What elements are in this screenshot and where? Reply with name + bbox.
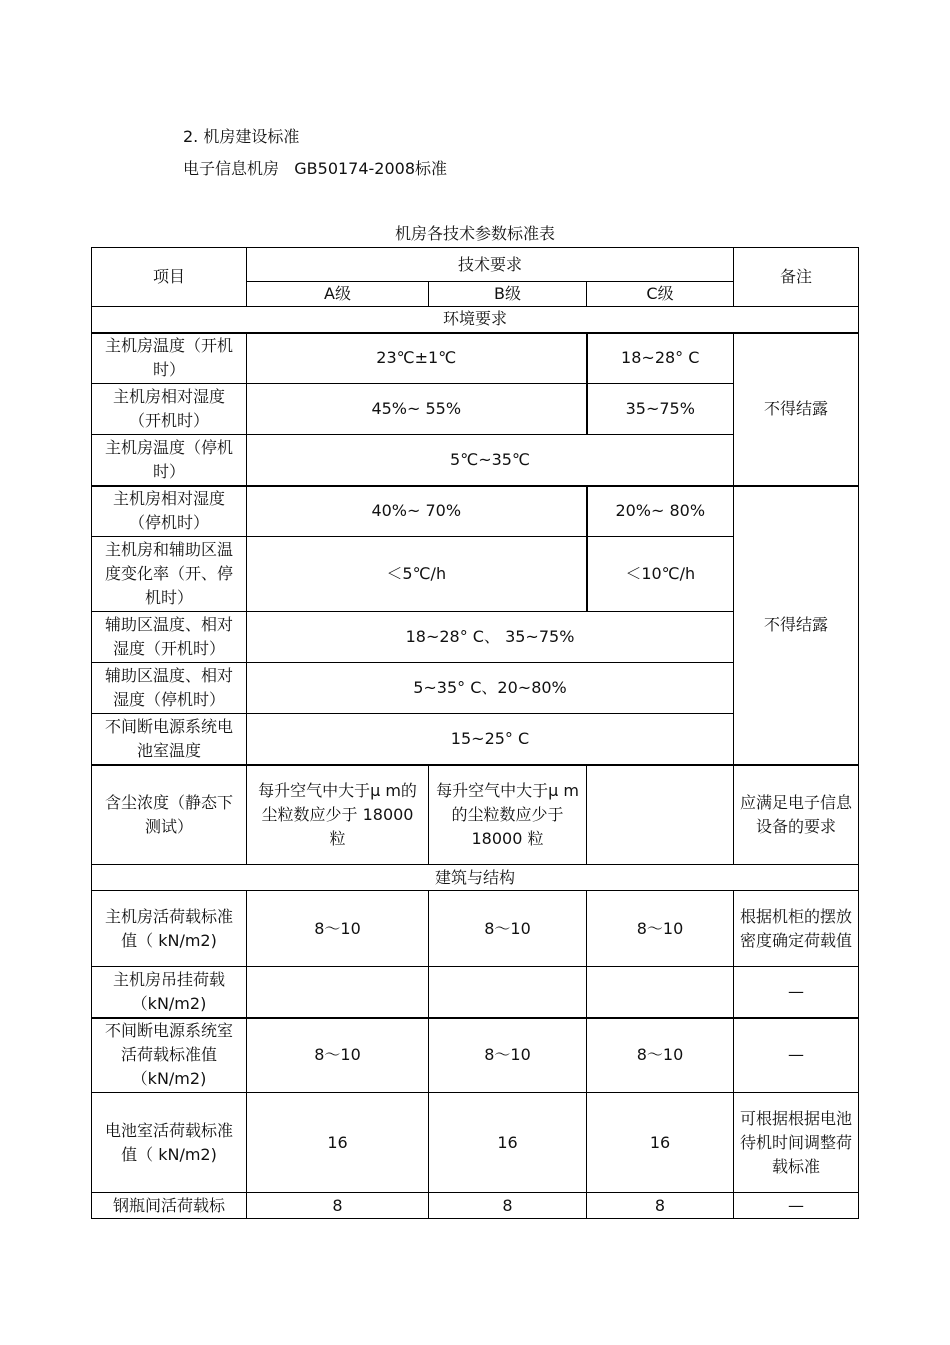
table-row xyxy=(92,486,859,537)
value-b: 8～10 xyxy=(429,1018,587,1093)
value-c xyxy=(587,967,734,1018)
value-c: 18~28° C xyxy=(587,333,734,384)
row-label: 钢瓶间活荷载标 xyxy=(92,1193,247,1219)
row-label: 辅助区温度、相对湿度（开机时） xyxy=(92,612,247,663)
value-b: 8 xyxy=(429,1193,587,1219)
table-row xyxy=(92,967,859,1018)
value-b xyxy=(429,967,587,1018)
env-section-title: 环境要求 xyxy=(92,307,859,333)
value-a xyxy=(247,967,429,1018)
note-cell: 可根据根据电池待机时间调整荷载标准 xyxy=(734,1093,859,1193)
row-label: 电池室活荷载标准值（ kN/m2) xyxy=(92,1093,247,1193)
value-c: 8～10 xyxy=(587,1018,734,1093)
value-ab: 40%~ 70% xyxy=(247,486,587,537)
value-abc: 18~28° C、 35~75% xyxy=(247,612,734,663)
row-label: 主机房吊挂荷载（kN/m2) xyxy=(92,967,247,1018)
standards-table xyxy=(91,247,859,1219)
note-cell: — xyxy=(734,1018,859,1093)
row-label: 不间断电源系统电池室温度 xyxy=(92,714,247,765)
header-item: 项目 xyxy=(92,248,247,307)
row-label: 主机房相对湿度（停机时） xyxy=(92,486,247,537)
value-ab: 23℃±1℃ xyxy=(247,333,587,384)
row-label: 含尘浓度（静态下测试） xyxy=(92,765,247,865)
value-c: 20%~ 80% xyxy=(587,486,734,537)
value-c: 16 xyxy=(587,1093,734,1193)
row-label: 主机房和辅助区温度变化率（开、停机时） xyxy=(92,537,247,612)
table-row xyxy=(92,765,859,865)
row-label: 主机房温度（开机时） xyxy=(92,333,247,384)
value-a: 8～10 xyxy=(247,1018,429,1093)
value-c: 8～10 xyxy=(587,891,734,967)
standard-subheading: 电子信息机房 GB50174-2008标准 xyxy=(183,159,448,178)
header-grade-c: C级 xyxy=(587,282,734,307)
row-label: 主机房活荷载标准值（ kN/m2) xyxy=(92,891,247,967)
header-note: 备注 xyxy=(734,248,859,307)
header-grade-b: B级 xyxy=(429,282,587,307)
value-abc: 15~25° C xyxy=(247,714,734,765)
row-label: 主机房相对湿度（开机时） xyxy=(92,384,247,435)
row-label: 主机房温度（停机时） xyxy=(92,435,247,486)
value-c: 35~75% xyxy=(587,384,734,435)
value-b: 16 xyxy=(429,1093,587,1193)
section-heading: 2. 机房建设标准 xyxy=(183,127,300,146)
row-label: 不间断电源系统室活荷载标准值（kN/m2) xyxy=(92,1018,247,1093)
table-caption: 机房各技术参数标准表 xyxy=(394,224,555,243)
note-cell: 应满足电子信息设备的要求 xyxy=(734,765,859,865)
value-ab: ＜5℃/h xyxy=(247,537,587,612)
table-row xyxy=(92,1018,859,1093)
value-a: 16 xyxy=(247,1093,429,1193)
value-abc: 5~35° C、20~80% xyxy=(247,663,734,714)
note-cell: 不得结露 xyxy=(734,333,859,486)
note-cell: — xyxy=(734,967,859,1018)
table-row xyxy=(92,1093,859,1193)
table-row xyxy=(92,333,859,384)
value-b: 每升空气中大于μ m的尘粒数应少于 18000 粒 xyxy=(429,765,587,865)
value-c: 8 xyxy=(587,1193,734,1219)
table-row xyxy=(92,891,859,967)
note-cell: 根据机柜的摆放密度确定荷载值 xyxy=(734,891,859,967)
value-c xyxy=(587,765,734,865)
value-c: ＜10℃/h xyxy=(587,537,734,612)
value-ab: 45%~ 55% xyxy=(247,384,587,435)
note-cell: — xyxy=(734,1193,859,1219)
value-a: 每升空气中大于μ m的尘粒数应少于 18000 粒 xyxy=(247,765,429,865)
header-tech: 技术要求 xyxy=(247,248,734,282)
value-abc: 5℃~35℃ xyxy=(247,435,734,486)
note-cell: 不得结露 xyxy=(734,486,859,765)
value-b: 8～10 xyxy=(429,891,587,967)
value-a: 8 xyxy=(247,1193,429,1219)
table-row xyxy=(92,1193,859,1219)
value-a: 8～10 xyxy=(247,891,429,967)
build-section-title: 建筑与结构 xyxy=(92,865,859,891)
header-grade-a: A级 xyxy=(247,282,429,307)
row-label: 辅助区温度、相对湿度（停机时） xyxy=(92,663,247,714)
